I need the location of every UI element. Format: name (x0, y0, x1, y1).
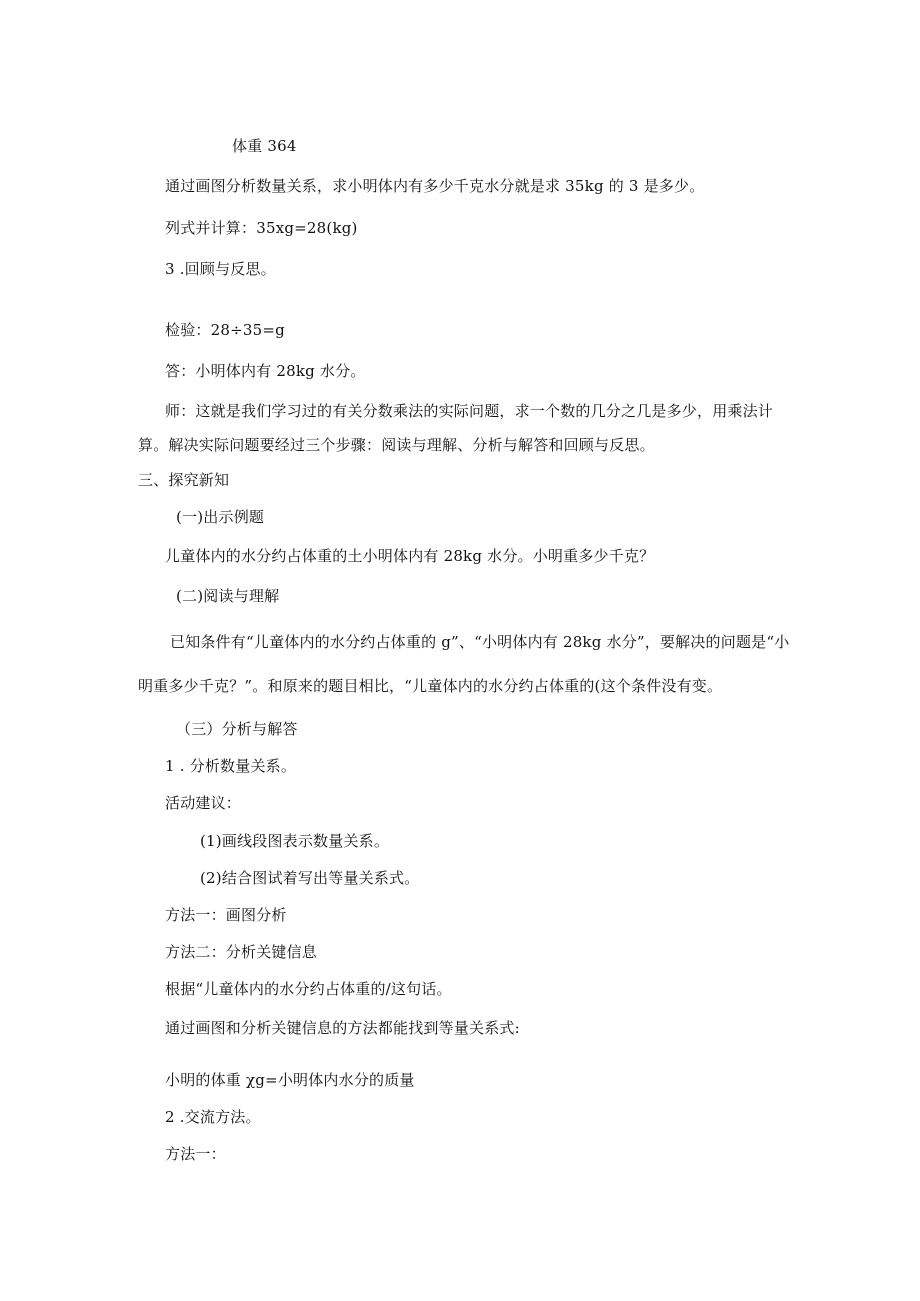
text-key-sentence: 根据“儿童体内的水分约占体重的/这句话。 (165, 980, 452, 998)
text-known-conditions-line2: 明重多少千克？”。和原来的题目相比，“儿童体内的水分约占体重的(这个条件没有变。 (138, 677, 723, 695)
text-weight-label: 体重 364 (232, 137, 297, 155)
section-heading-explore: 三、探究新知 (138, 471, 230, 489)
text-example-problem: 儿童体内的水分约占体重的土小明体内有 28kg 水分。小明重多少千克？ (165, 547, 655, 565)
text-answer: 答：小明体内有 28kg 水分。 (165, 362, 366, 380)
text-equation: 小明的体重 χg=小明体内水分的质量 (165, 1071, 415, 1089)
text-method-one: 方法一：画图分析 (165, 906, 287, 924)
text-activity-item-2: (2)结合图试着写出等量关系式。 (200, 869, 420, 887)
text-equation-intro: 通过画图和分析关键信息的方法都能找到等量关系式: (165, 1019, 520, 1037)
text-step-3-heading: 3 .回顾与反思。 (165, 260, 276, 278)
text-teacher-paragraph-line2: 算。解决实际问题要经过三个步骤：阅读与理解、分析与解答和回顾与反思。 (138, 436, 655, 454)
subheading-example: (一)出示例题 (176, 508, 265, 526)
text-known-conditions-line1: 已知条件有“儿童体内的水分约占体重的 g”、“小明体内有 28kg 水分”，要解决的问题是“小 (170, 633, 790, 651)
text-step-1-heading: 1 . 分析数量关系。 (165, 757, 297, 775)
text-check: 检验：28÷35=g (165, 321, 285, 339)
text-activity-item-1: (1)画线段图表示数量关系。 (200, 832, 390, 850)
subheading-analysis: （三）分析与解答 (176, 720, 298, 738)
text-step-2-heading: 2 .交流方法。 (165, 1108, 261, 1126)
text-method-one-trailing: 方法一： (165, 1145, 226, 1163)
text-teacher-paragraph-line1: 师：这就是我们学习过的有关分数乘法的实际问题，求一个数的几分之几是多少，用乘法计 (165, 402, 774, 420)
text-analysis-sentence: 通过画图分析数量关系，求小明体内有多少千克水分就是求 35kg 的 3 是多少。 (165, 177, 705, 195)
subheading-reading: (二)阅读与理解 (176, 587, 280, 605)
text-calculation: 列式并计算：35xg=28(kg) (165, 219, 358, 237)
text-activity-suggestion: 活动建议： (165, 794, 242, 812)
text-method-two: 方法二：分析关键信息 (165, 943, 318, 961)
